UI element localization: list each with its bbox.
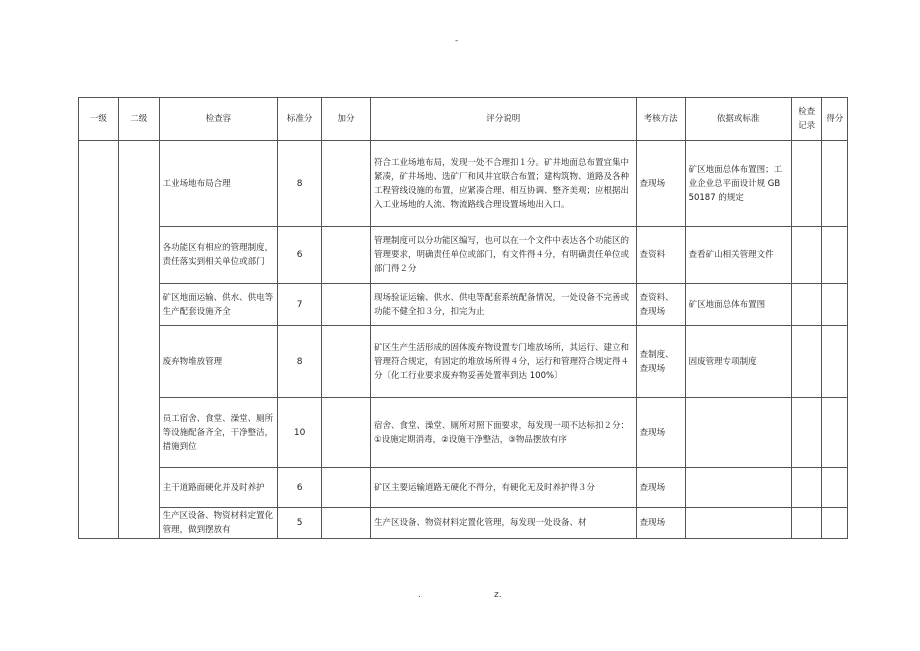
row-method: 查资料: [636, 227, 685, 284]
inspection-table: [78, 97, 848, 539]
row-description: 管理制度可以分功能区编写，也可以在一个文件中表达各个功能区的管理要求，明确责任单位或部门，有文件得４分，有明确责任单位或部门得２分: [371, 227, 637, 284]
row-score: [822, 468, 848, 508]
row-method: 查制度、查现场: [636, 326, 685, 398]
header-bonus: 加分: [322, 98, 371, 141]
level1-cell: [79, 141, 119, 539]
row-basis: [685, 398, 791, 468]
row-method: 查资料、查现场: [636, 284, 685, 326]
row-bonus: [322, 227, 371, 284]
row-description: 生产区设备、物资材料定置化管理，每发现一处设备、材: [371, 508, 637, 539]
row-method: 查现场: [636, 468, 685, 508]
header-level1: 一级: [79, 98, 119, 141]
row-basis: [685, 468, 791, 508]
row-item: 主干道路面硬化并及时养护: [159, 468, 277, 508]
row-score: [822, 141, 848, 227]
header-basis: 依据或标准: [685, 98, 791, 141]
row-std-score: 8: [278, 141, 322, 227]
row-record: [791, 284, 822, 326]
row-description: 符合工业场地布局，发现一处不合理扣１分。矿井地面总布置宜集中紧凑，矿井场地、选矿厂和风井宜联合布置；建构筑物、道路及各种工程管线设施的布置，应紧凑合理、相互协调、整齐美观；应根据出入工业场地的人流、物流路线合理设置场地出入口。: [371, 141, 637, 227]
row-item: 矿区地面运输、供水、供电等生产配套设施齐全: [159, 284, 277, 326]
footer-z: z.: [494, 590, 502, 600]
header-record: 检查记录: [791, 98, 822, 141]
level2-cell: [118, 141, 159, 539]
row-score: [822, 326, 848, 398]
row-method: 查现场: [636, 141, 685, 227]
row-bonus: [322, 284, 371, 326]
row-score: [822, 398, 848, 468]
footer-dot: .: [418, 590, 421, 600]
row-basis: 矿区地面总体布置图；工业企业总平面设计规 GB 50187 的规定: [685, 141, 791, 227]
table-row: [79, 227, 848, 284]
row-basis: 固废管理专项制度: [685, 326, 791, 398]
row-bonus: [322, 468, 371, 508]
row-bonus: [322, 141, 371, 227]
row-record: [791, 468, 822, 508]
row-score: [822, 227, 848, 284]
row-record: [791, 508, 822, 539]
row-record: [791, 398, 822, 468]
row-item: 生产区设备、物资材料定置化管理，做到摆放有: [159, 508, 277, 539]
header-std-score: 标准分: [278, 98, 322, 141]
table-row: [79, 326, 848, 398]
row-item: 各功能区有相应的管理制度，责任落实到相关单位或部门: [159, 227, 277, 284]
table-row: [79, 508, 848, 539]
row-std-score: 6: [278, 468, 322, 508]
row-std-score: 6: [278, 227, 322, 284]
row-bonus: [322, 326, 371, 398]
row-bonus: [322, 398, 371, 468]
row-std-score: 10: [278, 398, 322, 468]
header-method: 考核方法: [636, 98, 685, 141]
row-item: 工业场地布局合理: [159, 141, 277, 227]
table-row: [79, 468, 848, 508]
row-score: [822, 284, 848, 326]
row-record: [791, 141, 822, 227]
row-item: 员工宿舍、食堂、澡堂、厕所等设施配备齐全，干净整洁，措施到位: [159, 398, 277, 468]
row-score: [822, 508, 848, 539]
table-row: [79, 398, 848, 468]
row-basis: 矿区地面总体布置图: [685, 284, 791, 326]
row-method: 查现场: [636, 398, 685, 468]
row-std-score: 8: [278, 326, 322, 398]
table-row: [79, 141, 848, 227]
row-bonus: [322, 508, 371, 539]
table-header-row: [79, 98, 848, 141]
row-description: 矿区生产生活形成的固体废弃物设置专门堆放场所，其运行、建立和管理符合规定，有固定的堆放场所得４分，运行和管理符合规定得４分〔化工行业要求废弃物妥善处置率到达 100%〕: [371, 326, 637, 398]
row-basis: 查看矿山相关管理文件: [685, 227, 791, 284]
page-top-mark: -: [455, 36, 459, 46]
header-item: 检查容: [159, 98, 277, 141]
row-description: 矿区主要运输道路无硬化不得分，有硬化无及时养护得３分: [371, 468, 637, 508]
row-record: [791, 326, 822, 398]
row-description: 现场验证运输、供水、供电等配套系统配备情况，一处设备不完善或功能不健全扣３分，扣完为止: [371, 284, 637, 326]
table-row: [79, 284, 848, 326]
row-basis: [685, 508, 791, 539]
header-description: 评分说明: [371, 98, 637, 141]
header-score: 得分: [822, 98, 848, 141]
row-item: 废弃物堆放管理: [159, 326, 277, 398]
row-std-score: 5: [278, 508, 322, 539]
row-description: 宿舍、食堂、澡堂、厕所对照下面要求，每发现一项不达标扣２分：①设施定期消毒，②设施干净整洁，③物品摆放有序: [371, 398, 637, 468]
row-record: [791, 227, 822, 284]
header-level2: 二级: [118, 98, 159, 141]
row-method: 查现场: [636, 508, 685, 539]
row-std-score: 7: [278, 284, 322, 326]
